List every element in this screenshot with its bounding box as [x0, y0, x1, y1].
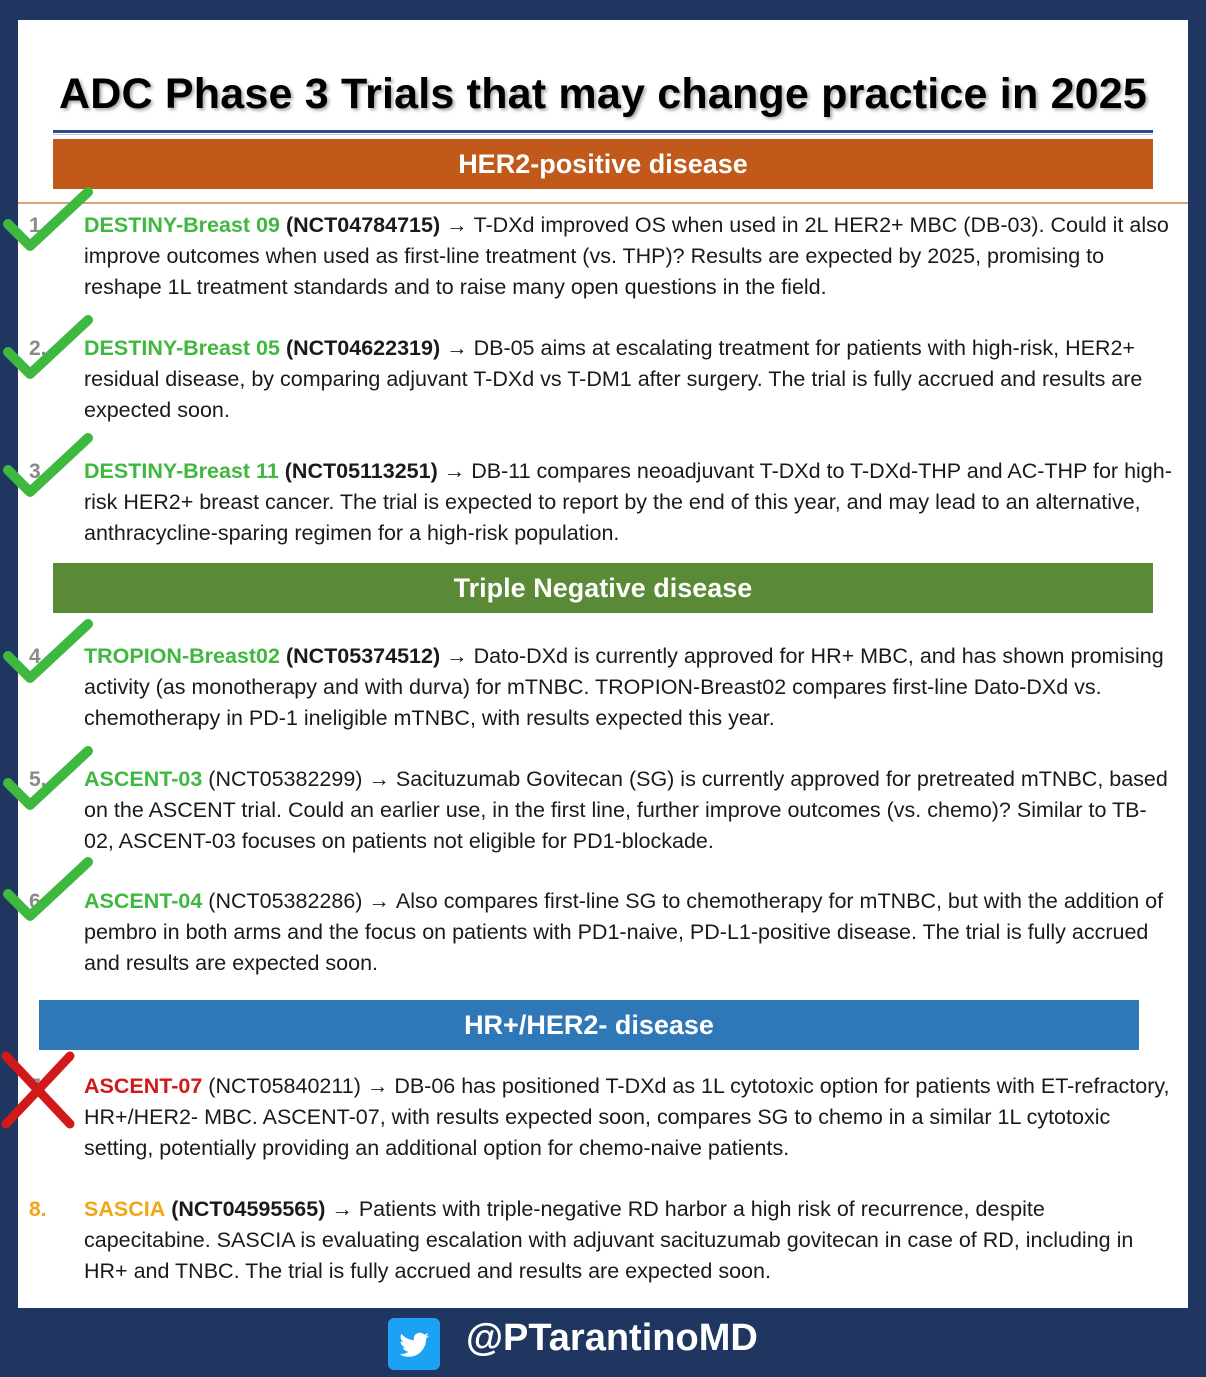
arrow-icon: →	[437, 459, 472, 483]
trial-item-1	[29, 210, 1174, 303]
trial-item-4	[29, 641, 1174, 734]
trial-description: Dato-DXd is currently approved for HR+ MBC, and has shown promising activity (as monotherapy and with durva) for mTNBC. TROPION-Breast02 compares first-line Dato-DXd vs. chemotherapy in PD-1 ineligible mTNBC, with results expected this year.	[84, 644, 1164, 730]
trial-item-3	[29, 456, 1174, 549]
check-icon	[0, 186, 96, 258]
content-card	[18, 20, 1188, 1308]
trial-nct: (NCT05382299)	[208, 767, 363, 791]
check-icon	[0, 432, 96, 504]
arrow-icon: →	[360, 1074, 395, 1098]
section-banner-her2: HER2-positive disease	[53, 139, 1153, 189]
trial-nct: (NCT05840211)	[208, 1074, 361, 1098]
trial-name: DESTINY-Breast 11	[84, 459, 279, 483]
trial-name: TROPION-Breast02	[84, 644, 280, 668]
arrow-icon: →	[325, 1197, 359, 1221]
title-divider	[53, 130, 1153, 133]
trial-description: Sacituzumab Govitecan (SG) is currently approved for pretreated mTNBC, based on the ASCENT trial. Could an earlier use, in the first line, further improve outcomes (vs. chemo)? Similar to TB-02, ASCENT-03 focuses on patients not eligible for PD1-blockade.	[84, 767, 1168, 853]
trial-nct: (NCT05113251)	[284, 459, 438, 483]
item-number: 1.	[29, 214, 47, 237]
trial-name: ASCENT-07	[84, 1074, 203, 1098]
trial-description: DB-11 compares neoadjuvant T-DXd to T-DXd-THP and AC-THP for high-risk HER2+ breast cancer. The trial is expected to report by the end of this year, and may lead to an alternative, anthracycline-sparing regimen for a high-risk population.	[84, 459, 1172, 545]
check-icon	[0, 745, 96, 817]
check-icon	[0, 618, 96, 690]
item-number: 8.	[29, 1198, 47, 1221]
arrow-icon: →	[362, 767, 396, 791]
trial-description: DB-05 aims at escalating treatment for patients with high-risk, HER2+ residual disease, by comparing adjuvant T-DXd vs T-DM1 after surgery. The trial is fully accrued and results are expected soon.	[84, 336, 1143, 422]
twitter-handle[interactable]: @PTarantinoMD	[466, 1317, 758, 1359]
arrow-icon: →	[440, 644, 474, 668]
cross-icon	[0, 1050, 78, 1130]
trial-description: Also compares first-line SG to chemotherapy for mTNBC, but with the addition of pembro in both arms and the focus on patients with PD1-naive, PD-L1-positive disease. The trial is fully accrued and results are expected soon.	[84, 889, 1164, 975]
arrow-icon: →	[440, 336, 474, 360]
trial-nct: (NCT04784715)	[285, 213, 441, 237]
footer	[0, 1308, 1206, 1377]
trial-nct: (NCT05382286)	[208, 889, 363, 913]
trial-nct: (NCT05374512)	[285, 644, 441, 668]
item-number: 6.	[29, 890, 47, 913]
check-icon	[0, 856, 96, 928]
section-banner-triple-negative: Triple Negative disease	[53, 563, 1153, 613]
title-divider-light	[53, 134, 1153, 135]
check-icon	[0, 314, 96, 386]
trial-description: DB-06 has positioned T-DXd as 1L cytotoxic option for patients with ET-refractory, HR+/HER2- MBC. ASCENT-07, with results expected soon, compares SG to chemo in a similar 1L cytotoxic setting, potentially providing an additional option for chemo-naive patients.	[84, 1074, 1170, 1160]
item-number: 5.	[29, 768, 47, 791]
arrow-icon: →	[362, 889, 396, 913]
trial-name: ASCENT-04	[84, 889, 203, 913]
trial-nct: (NCT04622319)	[285, 336, 441, 360]
trial-name: SASCIA	[84, 1197, 166, 1221]
trial-nct: (NCT04595565)	[171, 1197, 326, 1221]
item-number: 3.	[29, 460, 47, 483]
twitter-icon	[388, 1318, 440, 1370]
section-banner-hr-her2-negative: HR+/HER2- disease	[39, 1000, 1139, 1050]
page-title: ADC Phase 3 Trials that may change practice in 2025	[58, 70, 1148, 118]
item-number: 2.	[29, 337, 47, 360]
trial-item-5	[29, 764, 1174, 857]
trial-item-8	[29, 1194, 1174, 1287]
trial-item-7	[84, 1071, 1174, 1164]
trial-name: DESTINY-Breast 05	[84, 336, 280, 360]
trial-description: T-DXd improved OS when used in 2L HER2+ MBC (DB-03). Could it also improve outcomes when used as first-line treatment (vs. THP)? Results are expected by 2025, promising to reshape 1L treatment standards and to raise many open questions in the field.	[84, 213, 1169, 299]
trial-name: ASCENT-03	[84, 767, 203, 791]
trial-item-2	[29, 333, 1174, 426]
item-number: 4.	[29, 645, 47, 668]
trial-name: DESTINY-Breast 09	[84, 213, 280, 237]
trial-description: Patients with triple-negative RD harbor a high risk of recurrence, despite capecitabine. SASCIA is evaluating escalation with adjuvant sacituzumab govitecan in case of RD, including in HR+ and TNBC. The trial is fully accrued and results are expected soon.	[84, 1197, 1134, 1283]
trial-item-6	[29, 886, 1174, 979]
section-divider	[18, 202, 1188, 204]
arrow-icon: →	[440, 213, 474, 237]
